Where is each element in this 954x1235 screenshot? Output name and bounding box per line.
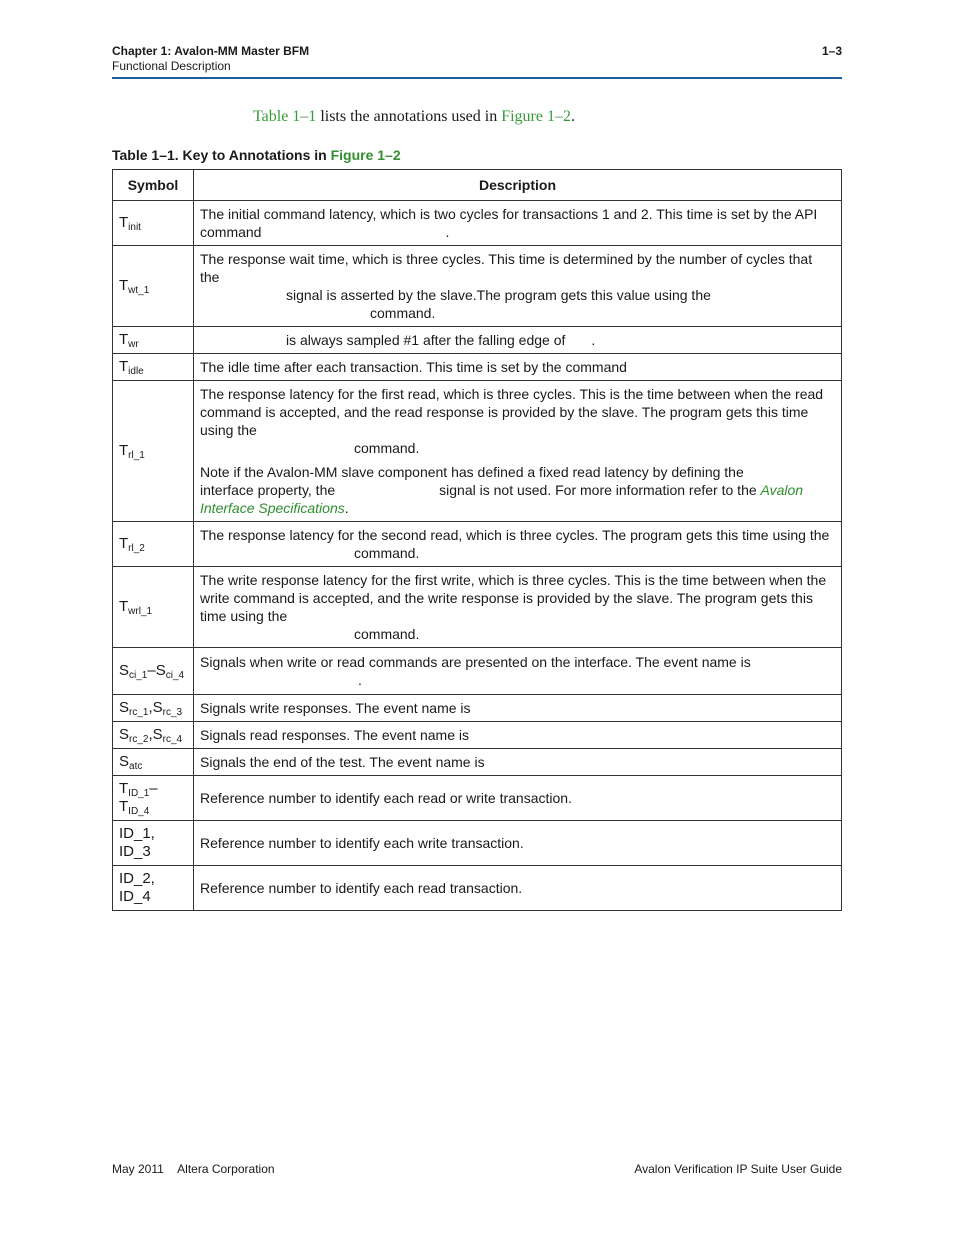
intro-end: . [570,108,575,125]
table-row [113,866,842,911]
symbol-cell: $T_{rl\_1}$ [113,381,194,522]
table-row [113,821,842,866]
header-page-number: 1–3 [821,44,842,58]
header-section: Functional Description [112,59,231,73]
figure-link[interactable]: Figure 1–2 [501,108,571,125]
symbol-cell: $T_{ID\_1}-T_{ID\_4}$ [113,776,194,821]
table-header-row [113,170,842,201]
table-row [113,201,842,246]
description-cell: The response latency for the second read, which is three cycles. The program gets this time using the command. [194,522,842,567]
description-cell: The response wait time, which is three cycles. This time is determined by the number of cycles that the signal is asserted by the slave.The program gets this value using the command. [194,246,842,327]
symbol-cell: $S_{atc}$ [113,749,194,776]
table-row [113,354,842,381]
description-cell: The response latency for the first read, which is three cycles. This is the time between when the read command is accepted, and the read response is provided by the slave. The program gets this time using the command. Note if the Avalon-MM slave component has defined a fixed read latency by defining the interface property, the signal is not used. For more information refer to the Avalon Interface Specifications. [194,381,842,522]
table-row [113,246,842,327]
symbol-cell: ID_1, ID_3 [113,821,194,866]
symbol-cell: ID_2, ID_4 [113,866,194,911]
description-cell: Signals read responses. The event name is [194,722,842,749]
description-cell: The idle time after each transaction. This time is set by the command [194,354,842,381]
footer-date: May 2011 [112,1162,164,1176]
symbol-cell: $S_{ci\_1}-S_{ci\_4}$ [113,648,194,695]
symbol-cell: $S_{rc\_2},S_{rc\_4}$ [113,722,194,749]
avalon-spec-link[interactable]: Avalon Interface Specifications [200,482,804,516]
description-cell: Reference number to identify each write transaction. [194,821,842,866]
header-rule [112,77,842,79]
description-cell: Reference number to identify each read or write transaction. [194,776,842,821]
symbol-cell: $T_{rl\_2}$ [113,522,194,567]
table-row [113,522,842,567]
footer-guide-title: Avalon Verification IP Suite User Guide [634,1162,842,1176]
description-cell: Signals when write or read commands are presented on the interface. The event name is . [194,648,842,695]
description-cell: The initial command latency, which is two cycles for transactions 1 and 2. This time is set by the API command . [194,201,842,246]
footer-company: Altera Corporation [177,1162,275,1176]
symbol-cell: $T_{wrl\_1}$ [113,567,194,648]
table-row [113,381,842,522]
table-row [113,722,842,749]
description-cell: Reference number to identify each read transaction. [194,866,842,911]
footer-left [112,1162,275,1176]
table-caption [112,147,401,163]
header-chapter: Chapter 1: Avalon-MM Master BFM [112,44,310,58]
caption-text: Table 1–1. Key to Annotations in [112,147,331,163]
symbol-cell: $T_{idle}$ [113,354,194,381]
table-link[interactable]: Table 1–1 [253,108,317,125]
symbol-cell: $S_{rc\_1},S_{rc\_3}$ [113,695,194,722]
table-row [113,695,842,722]
table-row [113,567,842,648]
caption-figure-link[interactable]: Figure 1–2 [330,147,401,163]
table-row [113,648,842,695]
description-cell: The write response latency for the first write, which is three cycles. This is the time between when the write command is accepted, and the write response is provided by the slave. The program gets this time using the command. [194,567,842,648]
table-row [113,749,842,776]
annotations-table [112,169,842,911]
intro-paragraph [253,108,575,126]
symbol-header: Symbol [113,170,194,201]
symbol-cell: $T_{wt\_1}$ [113,246,194,327]
symbol-cell: $T_{init}$ [113,201,194,246]
description-header: Description [194,170,842,201]
symbol-cell: $T_{wr}$ [113,327,194,354]
intro-text: lists the annotations used in [316,108,502,125]
table-row [113,327,842,354]
description-cell: Signals the end of the test. The event name is [194,749,842,776]
description-cell: is always sampled #1 after the falling edge of . [194,327,842,354]
table-row [113,776,842,821]
description-cell: Signals write responses. The event name is [194,695,842,722]
